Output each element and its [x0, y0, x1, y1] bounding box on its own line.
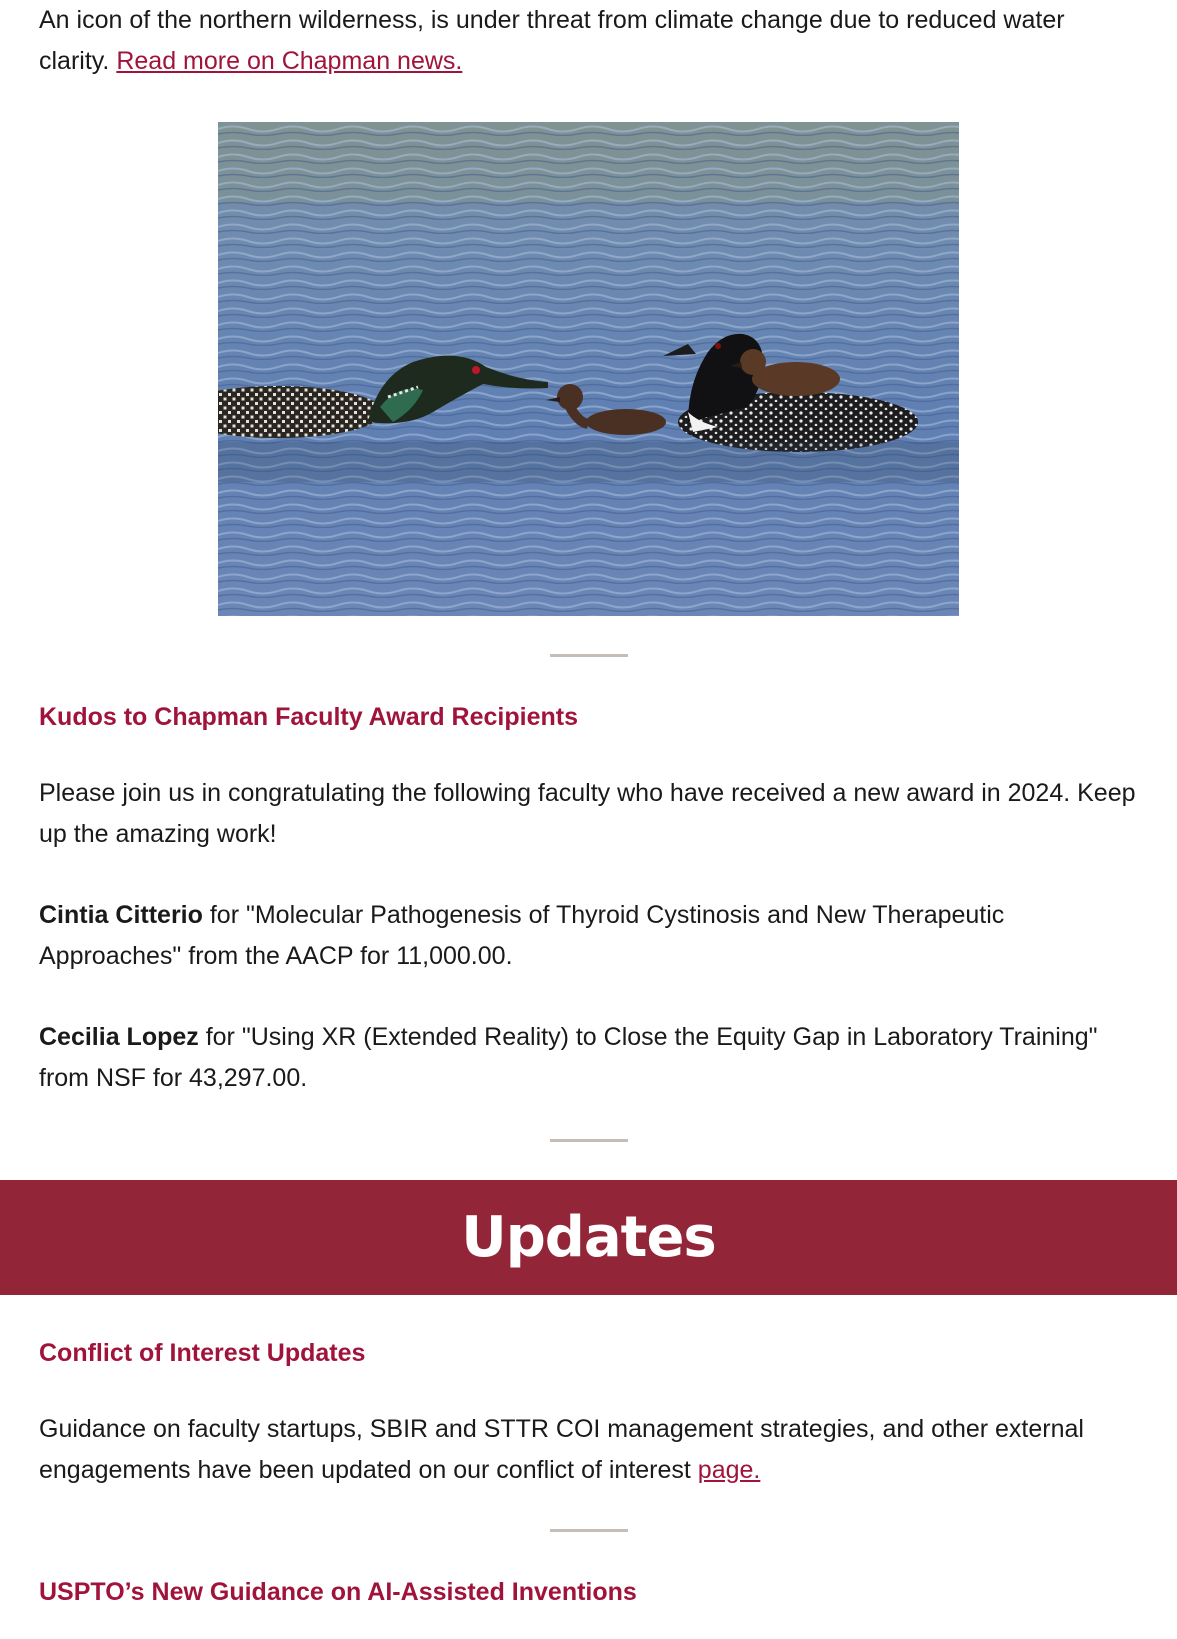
coi-paragraph [39, 1409, 1138, 1491]
award-item [39, 1017, 1138, 1099]
award-detail: for "Using XR (Extended Reality) to Close the Equity Gap in Laboratory Training" from NSF for 43,297.00. [39, 1023, 1098, 1092]
award-item [39, 895, 1138, 977]
kudos-heading: Kudos to Chapman Faculty Award Recipients [39, 703, 578, 731]
intro-text: An icon of the northern wilderness, is under threat from climate change due to reduced water clarity. [39, 6, 1065, 75]
coi-section [0, 1295, 1177, 1491]
coi-heading: Conflict of Interest Updates [39, 1339, 366, 1367]
award-detail: for "Molecular Pathogenesis of Thyroid Cystinosis and New Therapeutic Approaches" from the AACP for 11,000.00. [39, 901, 1005, 970]
kudos-section [0, 657, 1177, 1099]
award-recipient-name: Cintia Citterio [39, 901, 203, 929]
loon-photo [218, 122, 959, 616]
intro-paragraph [39, 0, 1138, 82]
intro-section [0, 0, 1177, 82]
coi-page-link[interactable]: page. [697, 1456, 761, 1484]
coi-text: Guidance on faculty startups, SBIR and STTR COI management strategies, and other external engagements have been updated on our conflict of interest [39, 1415, 1084, 1484]
updates-banner [0, 1180, 1177, 1295]
uspto-section [0, 1532, 1177, 1608]
kudos-intro: Please join us in congratulating the following faculty who have received a new award in 2024. Keep up the amazing work! [39, 779, 1136, 848]
award-recipient-name: Cecilia Lopez [39, 1023, 199, 1051]
updates-banner-title: Updates [461, 1205, 716, 1270]
read-more-link[interactable]: Read more on Chapman news. [116, 47, 463, 75]
uspto-heading: USPTO’s New Guidance on AI-Assisted Inventions [39, 1578, 637, 1606]
